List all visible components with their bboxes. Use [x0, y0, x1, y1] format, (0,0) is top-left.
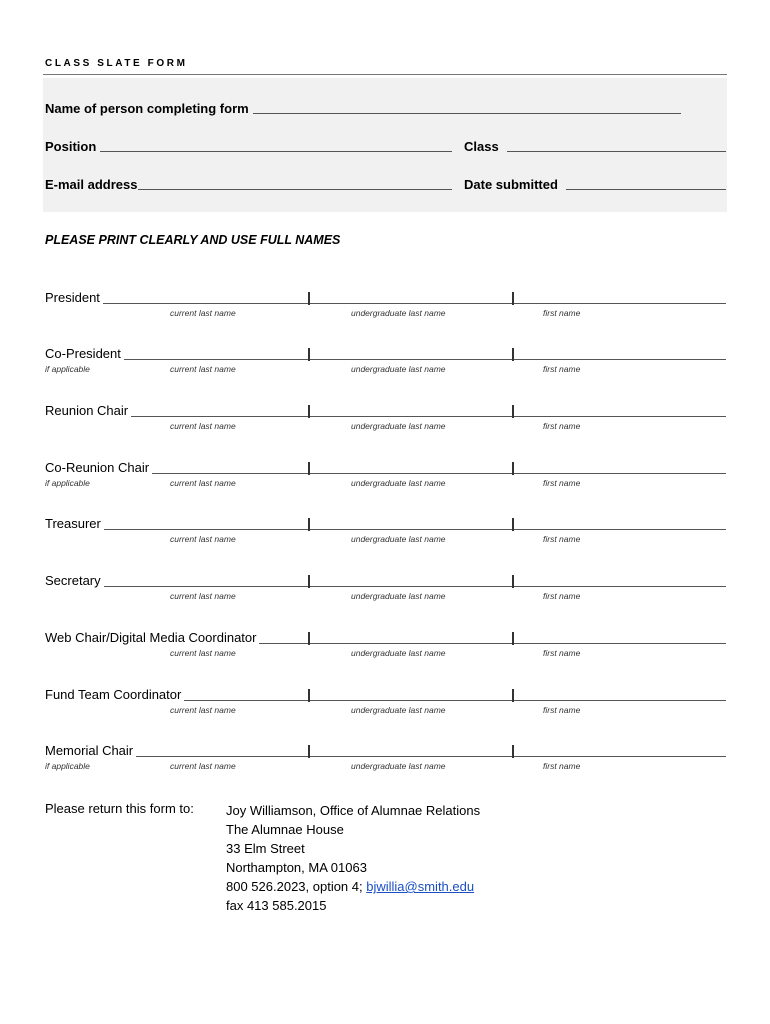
- column-separator: [512, 632, 514, 645]
- class-field-label: Class: [464, 139, 499, 154]
- office-row-reunion-chair[interactable]: [0, 403, 770, 439]
- hint-undergraduate-last-name: undergraduate last name: [351, 478, 446, 488]
- column-separator: [512, 745, 514, 758]
- column-separator: [512, 518, 514, 531]
- column-separator: [308, 292, 310, 305]
- hint-undergraduate-last-name: undergraduate last name: [351, 591, 446, 601]
- office-row-fund-team-coordinator[interactable]: [0, 687, 770, 723]
- date-field[interactable]: [464, 175, 726, 192]
- page-title-text: CLASS SLATE FORM: [45, 58, 188, 69]
- hint-undergraduate-last-name: undergraduate last name: [351, 648, 446, 658]
- hint-undergraduate-last-name: undergraduate last name: [351, 364, 446, 374]
- office-row-president[interactable]: [0, 290, 770, 326]
- date-field-line[interactable]: [566, 175, 726, 190]
- office-entry-line[interactable]: [45, 303, 726, 304]
- office-label: Co-Reunion Chair: [45, 460, 152, 475]
- office-entry-line[interactable]: [45, 529, 726, 530]
- name-field[interactable]: [45, 99, 681, 116]
- column-separator: [308, 745, 310, 758]
- building-name: The Alumnae House: [226, 822, 344, 837]
- column-separator: [512, 348, 514, 361]
- city-state-zip: Northampton, MA 01063: [226, 860, 367, 875]
- hint-current-last-name: current last name: [170, 308, 236, 318]
- office-row-secretary[interactable]: [0, 573, 770, 609]
- hint-first-name: first name: [543, 364, 581, 374]
- column-separator: [308, 348, 310, 361]
- office-label: Co-President: [45, 346, 124, 361]
- title-divider: [43, 74, 727, 75]
- hint-first-name: first name: [543, 478, 581, 488]
- hint-undergraduate-last-name: undergraduate last name: [351, 421, 446, 431]
- column-separator: [308, 632, 310, 645]
- position-field-label: Position: [45, 139, 97, 154]
- hint-current-last-name: current last name: [170, 591, 236, 601]
- class-field-line[interactable]: [507, 137, 726, 152]
- hint-first-name: first name: [543, 308, 581, 318]
- return-label: Please return this form to:: [45, 801, 194, 816]
- phone-text: 800 526.2023, option 4;: [226, 879, 367, 894]
- class-field[interactable]: [464, 137, 726, 154]
- email-link[interactable]: bjwillia@smith.edu: [366, 879, 475, 894]
- hint-first-name: first name: [543, 591, 581, 601]
- column-separator: [308, 575, 310, 588]
- office-row-web-chair[interactable]: [0, 630, 770, 666]
- hint-first-name: first name: [543, 648, 581, 658]
- instructions: PLEASE PRINT CLEARLY AND USE FULL NAMES: [45, 233, 341, 247]
- hint-current-last-name: current last name: [170, 761, 236, 771]
- position-field-line[interactable]: [100, 137, 452, 152]
- email-field-line[interactable]: [138, 175, 453, 190]
- street-address: 33 Elm Street: [226, 841, 305, 856]
- position-field[interactable]: [45, 137, 452, 154]
- hint-if-applicable: if applicable: [45, 478, 90, 488]
- office-row-co-president[interactable]: [0, 346, 770, 382]
- office-label: Treasurer: [45, 516, 104, 531]
- office-label: Fund Team Coordinator: [45, 687, 184, 702]
- column-separator: [512, 405, 514, 418]
- office-label: Secretary: [45, 573, 104, 588]
- column-separator: [308, 518, 310, 531]
- hint-current-last-name: current last name: [170, 478, 236, 488]
- column-separator: [512, 575, 514, 588]
- date-field-label: Date submitted: [464, 177, 558, 192]
- office-row-memorial-chair[interactable]: [0, 743, 770, 779]
- hint-undergraduate-last-name: undergraduate last name: [351, 308, 446, 318]
- page-title: [45, 57, 188, 69]
- office-entry-line[interactable]: [45, 416, 726, 417]
- hint-first-name: first name: [543, 761, 581, 771]
- hint-current-last-name: current last name: [170, 648, 236, 658]
- office-row-co-reunion-chair[interactable]: [0, 460, 770, 496]
- hint-undergraduate-last-name: undergraduate last name: [351, 705, 446, 715]
- hint-current-last-name: current last name: [170, 364, 236, 374]
- office-label: President: [45, 290, 103, 305]
- email-field[interactable]: [45, 175, 452, 192]
- name-field-line[interactable]: [253, 99, 681, 114]
- name-field-label: Name of person completing form: [45, 101, 249, 116]
- column-separator: [512, 689, 514, 702]
- office-entry-line[interactable]: [45, 586, 726, 587]
- hint-first-name: first name: [543, 534, 581, 544]
- return-address: [226, 801, 480, 915]
- fax-line: fax 413 585.2015: [226, 898, 327, 913]
- hint-undergraduate-last-name: undergraduate last name: [351, 761, 446, 771]
- column-separator: [308, 462, 310, 475]
- contact-name: Joy Williamson, Office of Alumnae Relations: [226, 803, 481, 818]
- office-label: Reunion Chair: [45, 403, 131, 418]
- hint-first-name: first name: [543, 421, 581, 431]
- office-row-treasurer[interactable]: [0, 516, 770, 552]
- column-separator: [512, 462, 514, 475]
- hint-current-last-name: current last name: [170, 421, 236, 431]
- hint-current-last-name: current last name: [170, 534, 236, 544]
- office-entry-line[interactable]: [45, 359, 726, 360]
- office-label: Web Chair/Digital Media Coordinator: [45, 630, 259, 645]
- phone-line: [226, 877, 480, 896]
- column-separator: [308, 689, 310, 702]
- hint-if-applicable: if applicable: [45, 364, 90, 374]
- hint-current-last-name: current last name: [170, 705, 236, 715]
- office-entry-line[interactable]: [45, 756, 726, 757]
- hint-first-name: first name: [543, 705, 581, 715]
- hint-undergraduate-last-name: undergraduate last name: [351, 534, 446, 544]
- hint-if-applicable: if applicable: [45, 761, 90, 771]
- column-separator: [512, 292, 514, 305]
- office-label: Memorial Chair: [45, 743, 136, 758]
- email-field-label: E-mail address: [45, 177, 138, 192]
- column-separator: [308, 405, 310, 418]
